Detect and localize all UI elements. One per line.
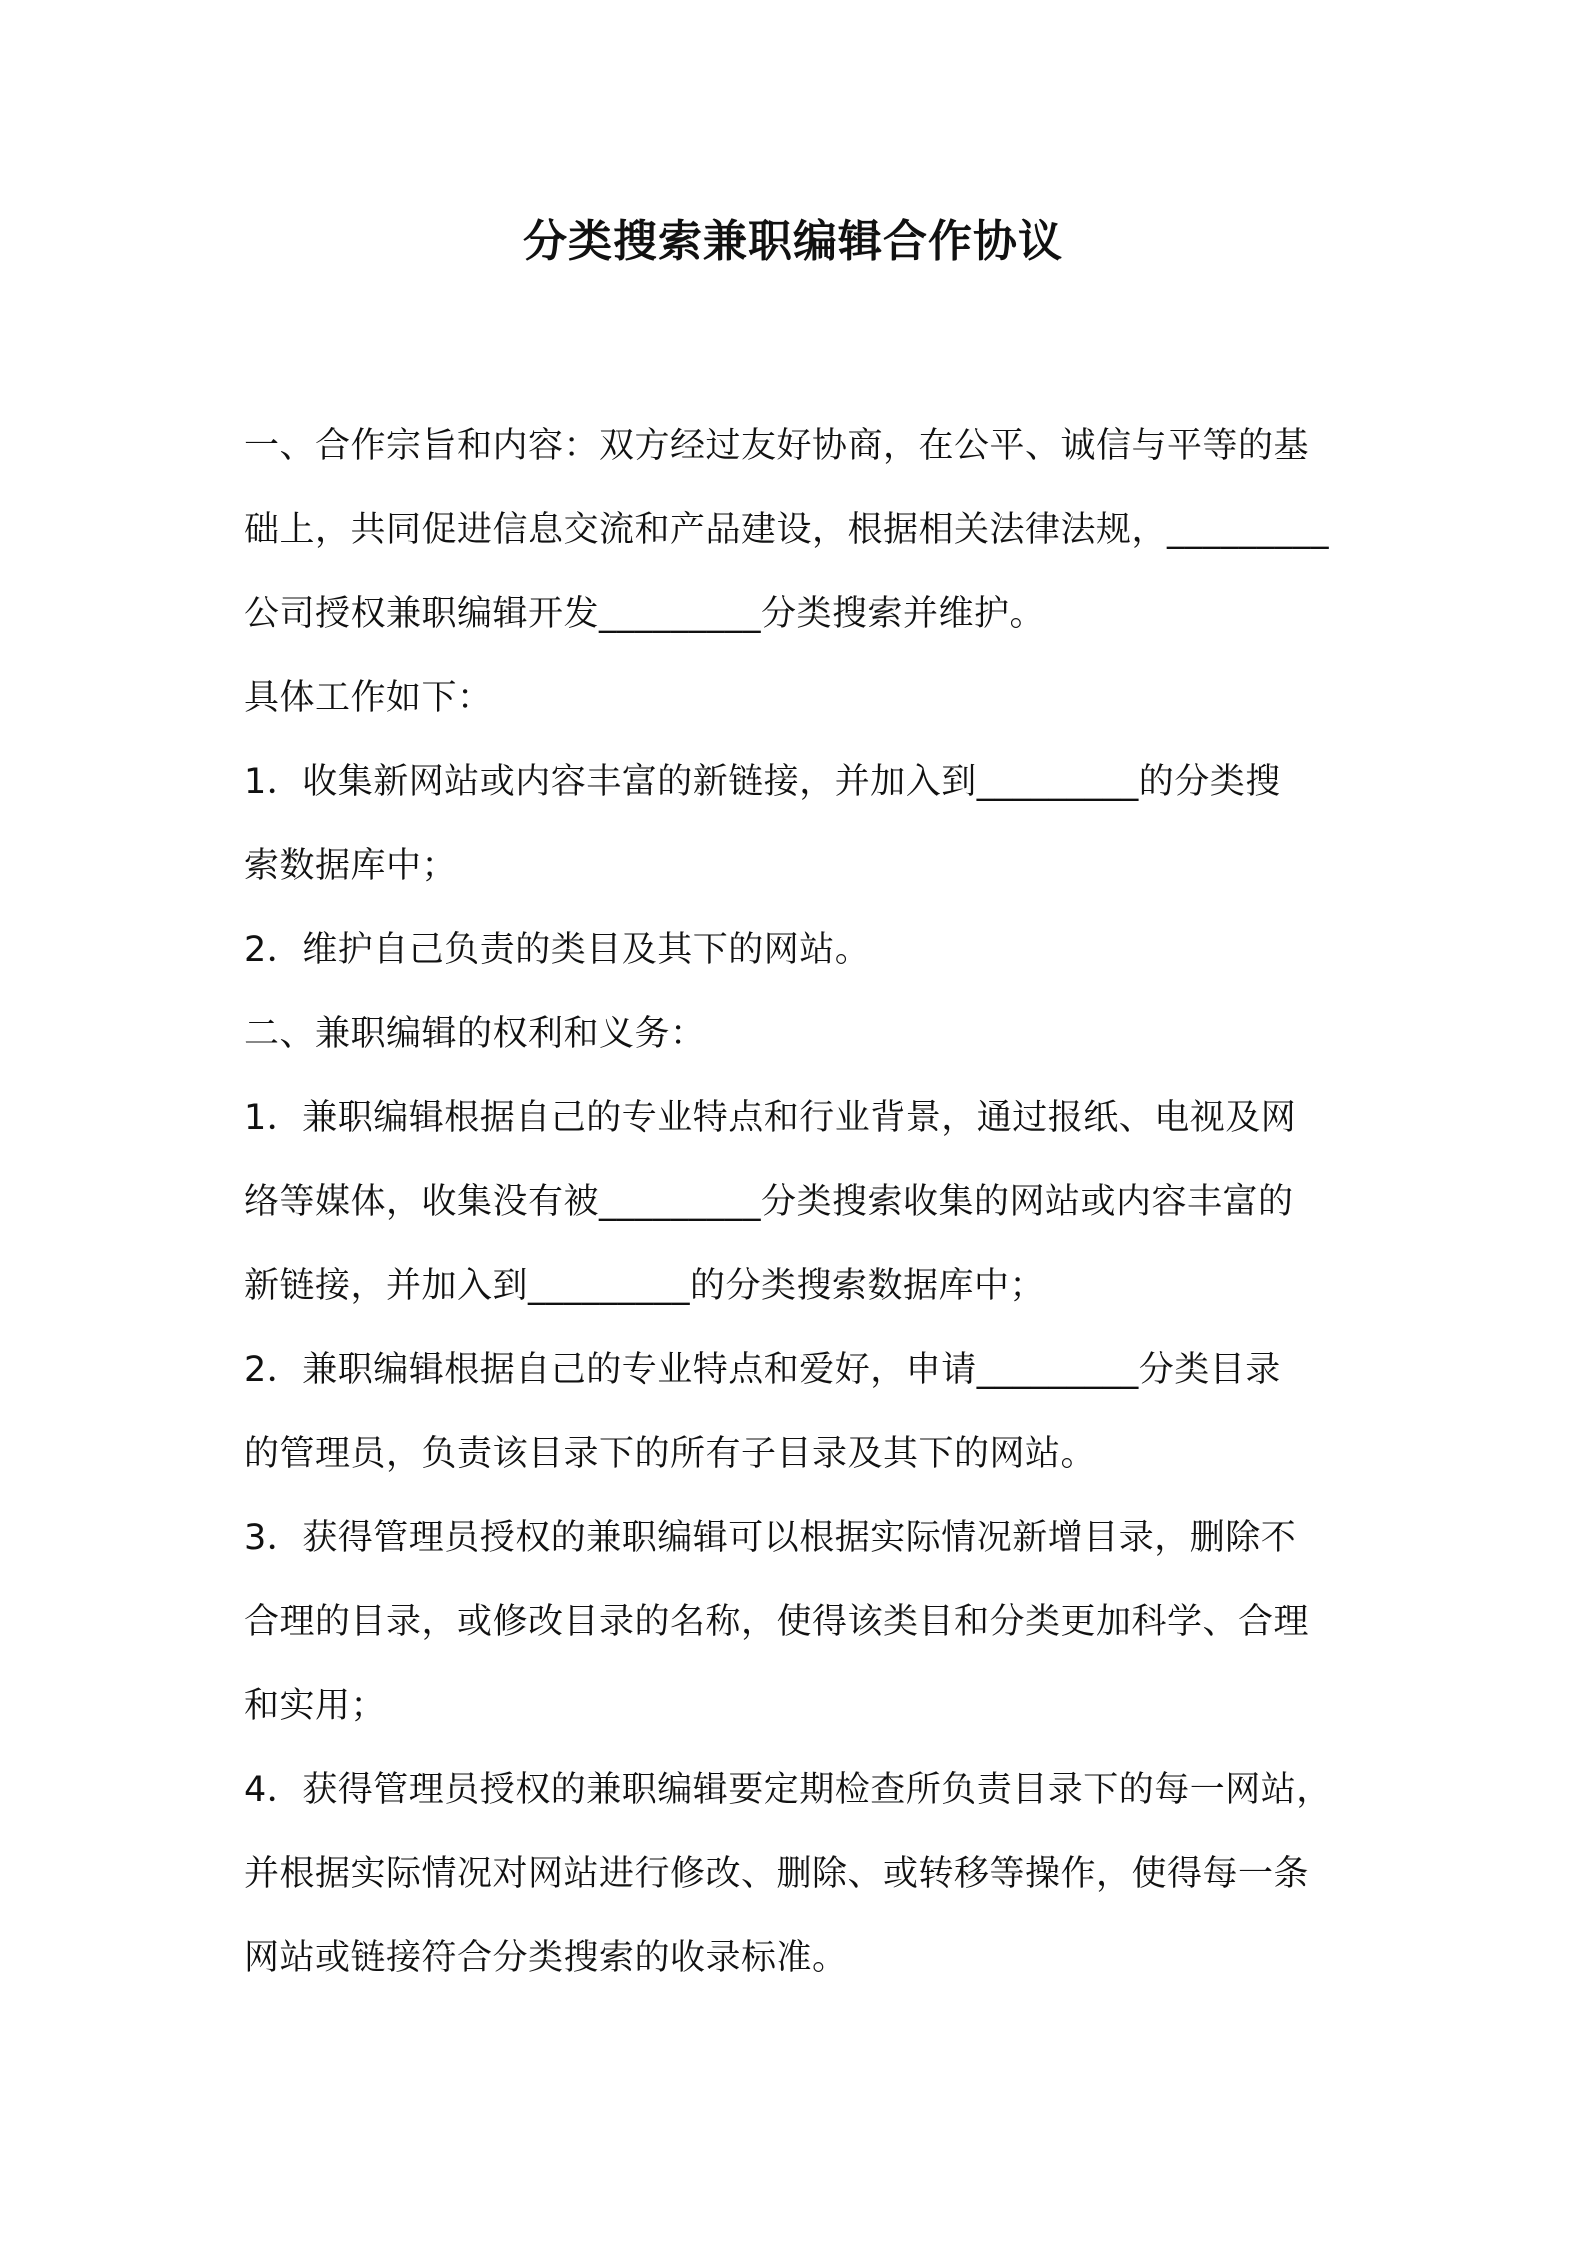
text-line: 和实用； bbox=[244, 1686, 387, 1726]
text-line: 4．获得管理员授权的兼职编辑要定期检查所负责目录下的每一网站， bbox=[244, 1770, 1332, 1810]
text-line: 1．兼职编辑根据自己的专业特点和行业背景，通过报纸、电视及网 bbox=[244, 1098, 1297, 1138]
document-title: 分类搜索兼职编辑合作协议 bbox=[523, 216, 1063, 267]
text-line: 公司授权兼职编辑开发_________分类搜索并维护。 bbox=[244, 594, 1046, 634]
text-line: 新链接，并加入到_________的分类搜索数据库中； bbox=[244, 1266, 1046, 1306]
text-line: 的管理员，负责该目录下的所有子目录及其下的网站。 bbox=[244, 1434, 1097, 1474]
text-line: 索数据库中； bbox=[244, 846, 458, 886]
text-line: 网站或链接符合分类搜索的收录标准。 bbox=[244, 1938, 848, 1978]
text-line: 2．兼职编辑根据自己的专业特点和爱好，申请_________分类目录 bbox=[244, 1350, 1281, 1390]
text-line: 络等媒体，收集没有被_________分类搜索收集的网站或内容丰富的 bbox=[244, 1182, 1294, 1222]
text-line: 1．收集新网站或内容丰富的新链接，并加入到_________的分类搜 bbox=[244, 762, 1281, 802]
text-line: 2．维护自己负责的类目及其下的网站。 bbox=[244, 930, 871, 970]
text-line: 二、兼职编辑的权利和义务： bbox=[244, 1014, 706, 1054]
text-line: 并根据实际情况对网站进行修改、删除、或转移等操作，使得每一条 bbox=[244, 1854, 1310, 1894]
text-line: 合理的目录，或修改目录的名称，使得该类目和分类更加科学、合理 bbox=[244, 1602, 1310, 1642]
text-line: 础上，共同促进信息交流和产品建设，根据相关法律法规，_________ bbox=[244, 510, 1330, 550]
text-line: 具体工作如下： bbox=[244, 678, 493, 718]
text-line: 3．获得管理员授权的兼职编辑可以根据实际情况新增目录，删除不 bbox=[244, 1518, 1297, 1558]
document-body bbox=[244, 404, 1356, 2000]
text-line: 一、合作宗旨和内容：双方经过友好协商，在公平、诚信与平等的基 bbox=[244, 426, 1310, 466]
